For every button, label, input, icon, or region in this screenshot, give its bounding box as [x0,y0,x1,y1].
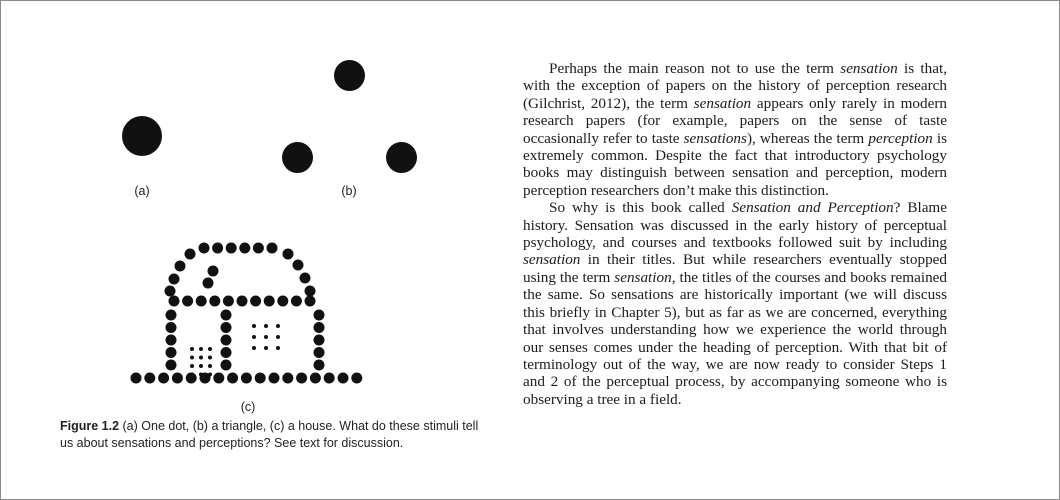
panel-label-c: (c) [240,400,256,414]
house-door-dot [190,347,194,351]
italic-term: sensation [840,60,898,77]
text-run: is that, with the exception of papers on the history of perception research (Gilchrist, 2012), the term [523,60,947,112]
house-door-dot [199,373,203,377]
house-door-dot [208,347,212,351]
house-eave-dot [264,296,275,307]
house-eave-dot [237,296,248,307]
house-wall-dot [221,335,232,346]
house-wall-dot [314,310,325,321]
single-dot [122,116,162,156]
text-run: So why is this book called [549,199,732,217]
house-ground-dot [269,373,280,384]
house-window-dot [252,346,256,350]
house-roof-dot [208,266,219,277]
house-wall-dot [166,335,177,346]
house-roof-dot [239,243,250,254]
italic-term: sensation [614,268,672,286]
panel-label-b: (b) [341,184,357,198]
house-door-dot [190,356,194,360]
house-wall-dot [166,360,177,371]
body-paragraph [523,199,947,408]
house-door-dot [190,364,194,368]
house-door-dot [208,373,212,377]
house-door-dot [208,364,212,368]
house-roof-dot [293,260,304,271]
house-wall-dot [166,310,177,321]
triangle-dot-left [282,142,313,173]
house-wall-dot [314,335,325,346]
house-eave-dot [305,296,316,307]
house-wall-dot [314,360,325,371]
house-window-dot [276,324,280,328]
house-window-dot [252,335,256,339]
house-roof-dot [305,286,316,297]
house-ground-dot [310,373,321,384]
figure-1-2 [0,0,500,500]
italic-term: sensation [523,251,581,269]
house-wall-dot [221,322,232,333]
house-eave-dot [291,296,302,307]
triangle-dot-top [334,60,365,91]
triangle-dot-right [386,142,417,173]
house-ground-dot [213,373,224,384]
house-roof-dot [300,273,311,284]
house-ground-dot [324,373,335,384]
house-ground-dot [158,373,169,384]
body-text-column [523,60,947,408]
house-ground-dot [131,373,142,384]
house-eave-dot [250,296,261,307]
house-roof-dot [203,278,214,289]
house-ground-dot [351,373,362,384]
house-ground-dot [144,373,155,384]
house-eave-dot [223,296,234,307]
house-window-dot [276,335,280,339]
figure-number: Figure 1.2 [60,419,120,433]
house-window-dot [252,324,256,328]
house-door-dot [208,356,212,360]
house-ground-dot [282,373,293,384]
house-eave-dot [169,296,180,307]
figure-caption [60,418,480,452]
italic-term: sensation [693,94,752,112]
house-roof-dot [226,243,237,254]
house-ground-dot [255,373,266,384]
house-ground-dot [338,373,349,384]
house-eave-dot [182,296,193,307]
house-roof-dot [169,274,180,285]
house-ground-dot [172,373,183,384]
house-door-dot [199,356,203,360]
house-ground-dot [296,373,307,384]
text-run: appears only rarely in modern research papers (for example, papers on the sense of taste occasionally refer to taste [523,94,948,147]
house-wall-dot [314,322,325,333]
italic-term: perception [868,129,933,147]
house-wall-dot [221,347,232,358]
house-roof-dot [185,249,196,260]
house-eave-dot [209,296,220,307]
house-wall-dot [166,322,177,333]
text-run: ), whereas the term [746,129,869,147]
house-eave-dot [277,296,288,307]
body-paragraph [523,60,947,199]
figure-caption-text: (a) One dot, (b) a triangle, (c) a house. What do these stimuli tell us about sensations and perceptions? See text for discussion. [60,419,479,450]
house-roof-dot [267,243,278,254]
house-window-dot [264,324,268,328]
text-run: , the titles of the courses and books remained the same. So sensations are historically important (we will discuss this briefly in Chapter 5), but as far as we are concerned, everything that involves understanding how we experience the world through our senses comes under the heading of perception. With that bit of terminology out of the way, we are now ready to consider Steps 1 and 2 of the perceptual process, by accompanying someone who is observing a tree in a field. [523,268,948,408]
house-window-dot [276,346,280,350]
house-ground-dot [227,373,238,384]
house-eave-dot [196,296,207,307]
house-roof-dot [212,243,223,254]
house-door-dot [199,364,203,368]
house-dot-figure [120,228,380,398]
italic-term: sensations [683,129,747,147]
house-window-dot [264,335,268,339]
house-roof-dot [283,249,294,260]
house-roof-dot [253,243,264,254]
house-roof-dot [175,261,186,272]
text-run: in their titles. But while researchers eventually stopped using the term [523,251,947,286]
panel-label-a: (a) [134,184,150,198]
house-wall-dot [166,347,177,358]
text-run: Perhaps the main reason not to use the term [549,60,841,77]
house-wall-dot [221,360,232,371]
house-roof-dot [199,243,210,254]
house-door-dot [199,347,203,351]
house-wall-dot [314,347,325,358]
house-window-dot [264,346,268,350]
text-run: ? Blame history. Sensation was discussed in the early history of perceptual psychology, and courses and textbooks followed suit by including [523,199,947,252]
house-door-dot [190,373,194,377]
text-run: is extremely common. Despite the fact that introductory psychology books may distinguish between sensation and perception, modern perception researchers don’t make this distinction. [523,129,947,199]
house-ground-dot [241,373,252,384]
italic-term: Sensation and Perception [731,199,894,217]
house-roof-dot [165,286,176,297]
house-wall-dot [221,310,232,321]
